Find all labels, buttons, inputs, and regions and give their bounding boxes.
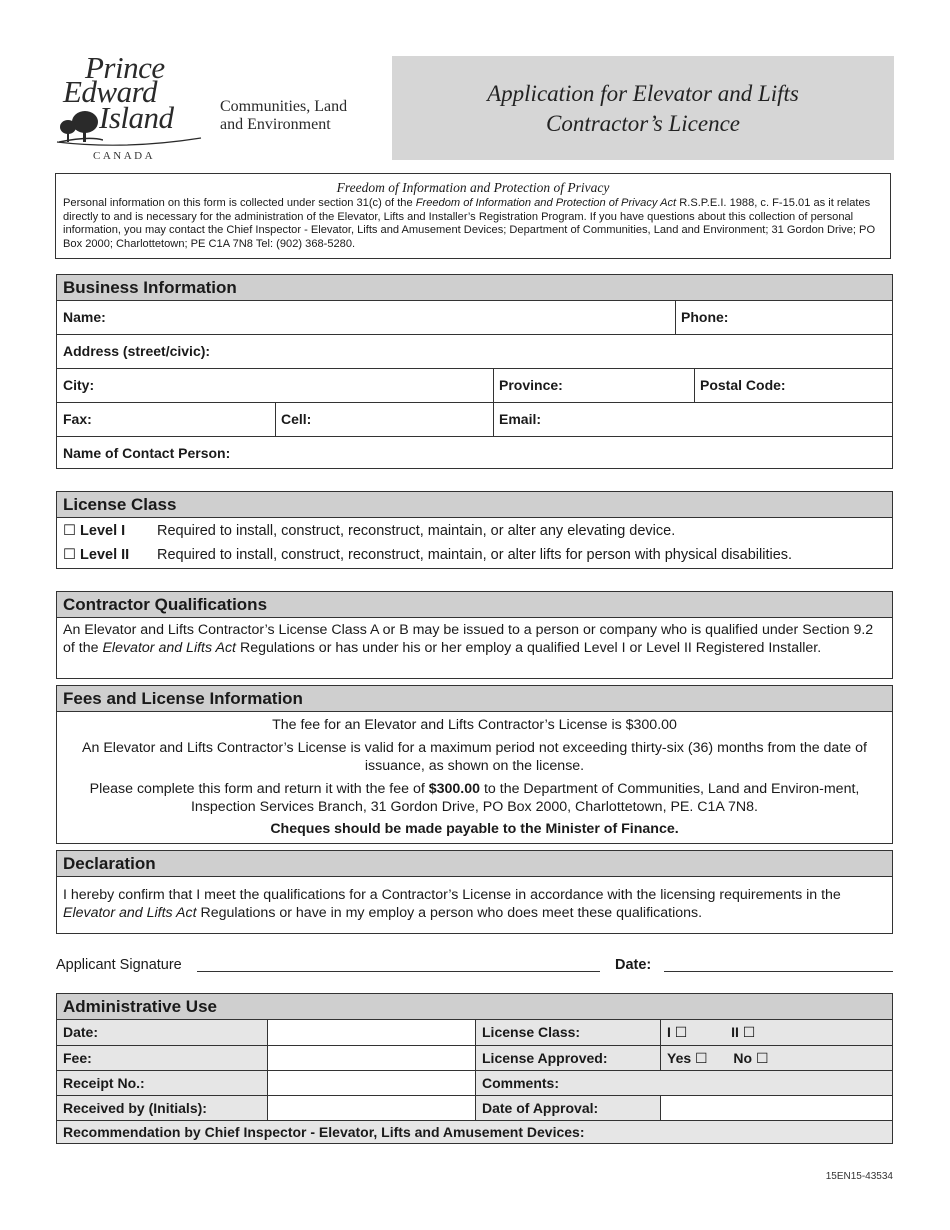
receipt-number-label: Receipt No.:	[63, 1075, 145, 1091]
fax-field[interactable]: Fax:	[63, 411, 92, 427]
pei-logo	[55, 50, 205, 166]
admin-date-label: Date:	[63, 1024, 99, 1040]
email-field[interactable]: Email:	[499, 411, 542, 427]
date-of-approval-input[interactable]	[660, 1096, 892, 1120]
approved-no-checkbox[interactable]: No ☐	[733, 1050, 769, 1066]
phone-field[interactable]: Phone:	[681, 309, 729, 325]
logo-word-prince: Prince	[85, 50, 165, 85]
level-2-description: Required to install, construct, reconstruct, maintain, or alter lifts for person with physical disabilities.	[157, 547, 793, 563]
admin-fee-input[interactable]	[267, 1046, 476, 1070]
admin-row-date	[57, 1020, 892, 1045]
class-1-checkbox[interactable]: I ☐	[667, 1024, 688, 1040]
privacy-text: Personal information on this form is collected under section 31(c) of the Freedom of Information and Protection of Privacy Act R.S.P.E.I. 1988, c. F-15.01 as it relates directly to and is necessary for the administration of the Elevator, Lifts and Installer’s Registration Program. If you have questions about this collection of personal information, you may contact the Chief Inspector - Elevator, Lifts and Amusement Devices; Department of Communities, Land and Environment; 31 Gordon Drive; PO Box 2000; Charlottetown; PE C1A 7N8 Tel: (902) 368-5280.	[63, 197, 876, 250]
logo-country: CANADA	[93, 150, 156, 162]
form-title-box	[392, 56, 894, 160]
row-city-province-postal	[57, 368, 892, 402]
license-class-section	[56, 491, 893, 569]
form-code: 15EN15-43534	[825, 1171, 893, 1182]
recommendation-field[interactable]: Recommendation by Chief Inspector - Elevator, Lifts and Amusement Devices:	[63, 1124, 585, 1140]
approved-yes-checkbox[interactable]: Yes ☐	[667, 1050, 708, 1066]
contractor-qualifications-section	[56, 591, 893, 679]
comments-field[interactable]: Comments:	[482, 1075, 560, 1091]
row-contact-person	[57, 436, 892, 468]
logo-swoosh-icon	[55, 136, 205, 148]
province-field[interactable]: Province:	[499, 377, 563, 393]
name-field[interactable]: Name:	[63, 309, 106, 325]
row-address	[57, 334, 892, 368]
cheque-payable-text: Cheques should be made payable to the Minister of Finance.	[270, 821, 679, 837]
admin-fee-label: Fee:	[63, 1050, 92, 1066]
admin-row-received	[57, 1095, 892, 1120]
declaration-text: I hereby confirm that I meet the qualifications for a Contractor’s License in accordance with the licensing requirements in the Elevator and Lifts Act Regulations or have in my employ a person who does meet these qualifications.	[63, 887, 841, 921]
validity-text: An Elevator and Lifts Contractor’s License is valid for a maximum period not exceeding thirty-six (36) months from the date of issuance, as shown on the license.	[82, 740, 867, 774]
form-title: Application for Elevator and Lifts Contractor’s Licence	[487, 81, 799, 136]
receipt-number-input[interactable]	[267, 1071, 476, 1095]
license-approved-options	[660, 1046, 892, 1070]
section-heading: License Class	[57, 492, 892, 518]
license-approved-label: License Approved:	[482, 1050, 608, 1066]
privacy-title: Freedom of Information and Protection of Privacy	[336, 180, 610, 195]
license-class-label: License Class:	[482, 1024, 581, 1040]
privacy-notice	[55, 173, 891, 259]
signature-date-line[interactable]	[664, 971, 893, 972]
signature-date-label: Date:	[615, 957, 652, 973]
date-of-approval-label: Date of Approval:	[482, 1100, 599, 1116]
section-heading: Declaration	[57, 851, 892, 877]
applicant-signature-line[interactable]	[197, 971, 600, 972]
class-2-checkbox[interactable]: II ☐	[731, 1024, 756, 1040]
qualifications-text: An Elevator and Lifts Contractor’s License Class A or B may be issued to a person or company who is qualified under Section 9.2 of the Elevator and Lifts Act Regulations or has under his or her employ a qualified Level I or Level II Registered Installer.	[63, 622, 874, 656]
section-heading: Business Information	[57, 275, 892, 301]
logo-word-island: Island	[99, 100, 174, 135]
contact-person-field[interactable]: Name of Contact Person:	[63, 445, 231, 461]
section-heading: Fees and License Information	[57, 686, 892, 712]
admin-row-recommendation	[57, 1120, 892, 1143]
logo-word-edward: Edward	[63, 74, 158, 109]
received-by-label: Received by (Initials):	[63, 1100, 207, 1116]
applicant-signature-label: Applicant Signature	[56, 957, 182, 973]
cell-field[interactable]: Cell:	[281, 411, 312, 427]
fee-amount-text: The fee for an Elevator and Lifts Contractor’s License is $300.00	[272, 717, 677, 733]
row-name-phone	[57, 301, 892, 335]
postal-code-field[interactable]: Postal Code:	[700, 377, 786, 393]
city-field[interactable]: City:	[63, 377, 95, 393]
section-heading: Contractor Qualifications	[57, 592, 892, 618]
level-1-description: Required to install, construct, reconstruct, maintain, or alter any elevating device.	[157, 523, 676, 539]
business-information-section	[56, 274, 893, 469]
admin-date-input[interactable]	[267, 1020, 476, 1045]
administrative-use-section	[56, 993, 893, 1144]
section-heading: Administrative Use	[57, 994, 892, 1020]
fees-license-information-section	[56, 685, 893, 844]
level-1-checkbox[interactable]: ☐ Level I	[63, 523, 126, 539]
address-field[interactable]: Address (street/civic):	[63, 343, 211, 359]
received-by-input[interactable]	[267, 1096, 476, 1120]
return-instructions-text: Please complete this form and return it with the fee of $300.00 to the Department of Communities, Land and Environ-ment, Inspection Services Branch, 31 Gordon Drive, PO Box 2000, Charlottetown, PE. C1A 7N8.	[89, 781, 860, 815]
admin-row-receipt	[57, 1070, 892, 1095]
admin-row-fee	[57, 1045, 892, 1070]
row-fax-cell-email	[57, 402, 892, 436]
department-name: Communities, Land and Environment	[220, 98, 348, 133]
declaration-section	[56, 850, 893, 934]
level-2-checkbox[interactable]: ☐ Level II	[63, 547, 130, 563]
license-class-options	[660, 1020, 892, 1045]
